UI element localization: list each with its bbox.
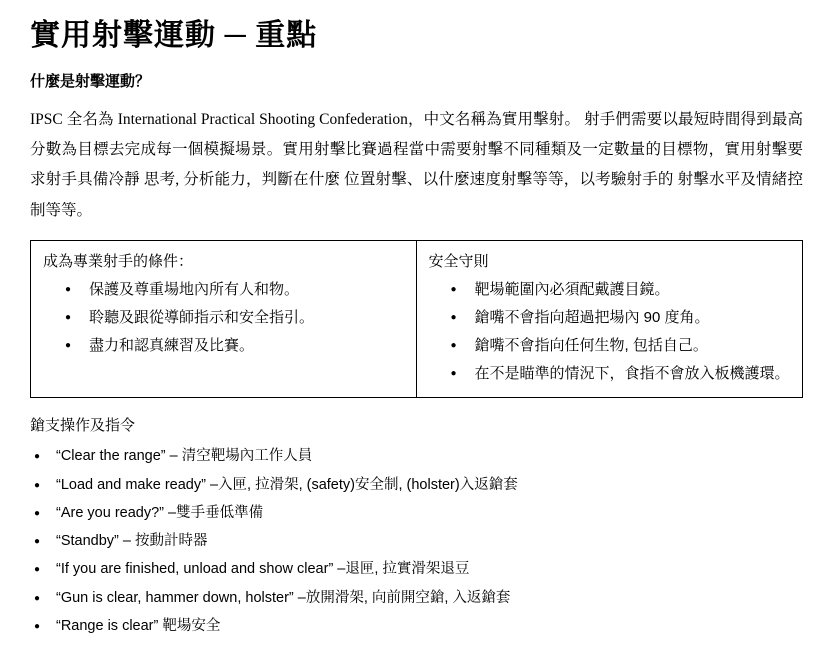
list-item: ● 聆聽及跟從導師指示和安全指引。	[65, 304, 406, 332]
professional-shooter-requirements-column	[31, 241, 417, 398]
list-item: ● “Range is clear” 靶場安全	[30, 612, 803, 640]
safety-rules-column	[417, 241, 803, 398]
list-item: ● “Clear the range” – 清空靶場內工作人員	[30, 442, 803, 470]
intro-paragraph: IPSC 全名為 International Practical Shooting Confederation，中文名稱為實用擊射。 射手們需要以最短時間得到最高分數為目標去完成每一個模擬場景。實用射擊比賽過程當中需要射擊不同種類及一定數量的目標物，實用射擊要求射手具備冷靜 思考, 分析能力，判斷在什麼 位置射擊、以什麼速度射擊等等，以考驗射手的 射擊水平及情緒控制等等。	[30, 111, 803, 219]
list-item: ● 盡力和認真練習及比賽。	[65, 332, 406, 360]
section-heading-what-is-shooting-sport: 什麼是射擊運動？	[30, 73, 151, 90]
list-item: ● 靶場範圍內必須配戴護目鏡。	[451, 276, 793, 304]
page-title: 實用射擊運動 ─ 重點	[30, 19, 318, 52]
list-item: ● “If you are finished, unload and show clear” –退匣, 拉實滑架退豆	[30, 555, 803, 583]
list-item: ● 在不是瞄準的情況下，食指不會放入板機護環。	[451, 360, 793, 388]
safety-rules-title: 安全守則	[428, 252, 489, 270]
safety-rules-list	[429, 276, 793, 387]
requirements-title: 成為專業射手的條件：	[43, 252, 194, 270]
list-item: ● “Gun is clear, hammer down, holster” –放開滑架, 向前開空鎗, 入返鎗套	[30, 584, 803, 612]
list-item: ● 鎗嘴不會指向超過把場內 90 度角。	[451, 304, 793, 332]
list-item: ● “Standby” – 按動計時器	[30, 527, 803, 555]
gun-handling-commands-list	[30, 442, 803, 640]
list-item: ● “Load and make ready” –入匣, 拉滑架, (safety)安全制, (holster)入返鎗套	[30, 471, 803, 499]
requirements-list	[43, 276, 406, 359]
list-item: ● “Are you ready?” –雙手垂低準備	[30, 499, 803, 527]
list-item: ● 鎗嘴不會指向任何生物, 包括自己。	[451, 332, 793, 360]
gun-handling-commands-heading: 鎗支操作及指令	[30, 417, 136, 435]
requirements-and-safety-box	[30, 240, 803, 399]
list-item: ● 保護及尊重場地內所有人和物。	[65, 276, 406, 304]
